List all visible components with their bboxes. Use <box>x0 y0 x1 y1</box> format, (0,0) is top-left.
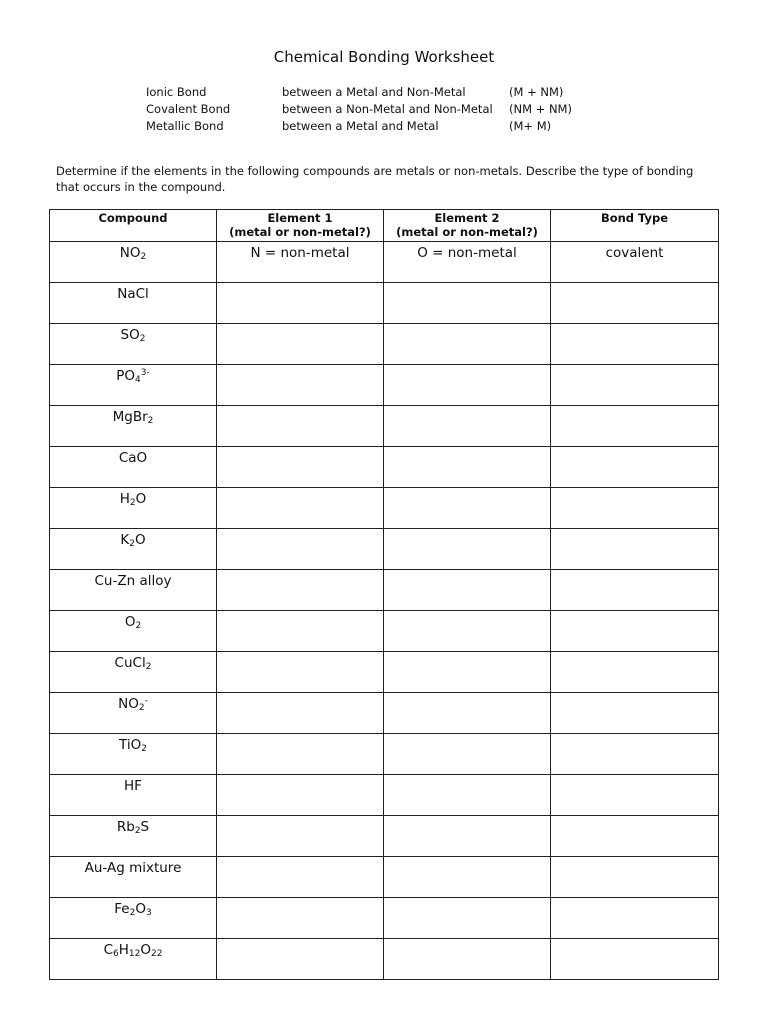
compound-formula-part: 2 <box>141 744 147 754</box>
element1-cell[interactable] <box>217 857 384 898</box>
element2-cell[interactable] <box>384 447 551 488</box>
compound-cell <box>50 406 217 447</box>
element2-cell[interactable] <box>384 529 551 570</box>
compound-formula-part: 2 <box>129 539 135 549</box>
compound-formula-part: - <box>144 696 148 706</box>
compound-formula-part: 3- <box>140 368 150 378</box>
table-row <box>50 529 719 570</box>
table-row <box>50 611 719 652</box>
compound-formula-part: Au-Ag mixture <box>84 860 182 876</box>
table-row <box>50 283 719 324</box>
compound-cell <box>50 529 217 570</box>
element2-cell[interactable] <box>384 693 551 734</box>
compound-formula-part: 2 <box>135 621 142 631</box>
compound-formula-part: MgBr <box>112 409 148 425</box>
definition-abbr: (M+ M) <box>509 119 552 133</box>
compound-formula-part: 2 <box>129 908 136 918</box>
definition-description: between a Metal and Non-Metal <box>282 85 466 99</box>
compound-formula-part: O <box>135 901 146 917</box>
table-body <box>50 242 719 980</box>
instructions: Determine if the elements in the following compounds are metals or non-metals. Describe the type of bonding that occurs in the compound. <box>56 164 694 194</box>
element2-cell[interactable] <box>384 570 551 611</box>
compound-formula-part: 2 <box>138 703 145 713</box>
bond-type-cell[interactable] <box>551 775 719 816</box>
element2-cell[interactable] <box>384 365 551 406</box>
definition-row <box>146 101 589 118</box>
bond-type-cell[interactable]: covalent <box>551 242 719 283</box>
compound-formula-part: S <box>140 819 150 835</box>
compound-formula-part: 2 <box>139 334 146 344</box>
table-row <box>50 447 719 488</box>
bond-type-cell[interactable] <box>551 898 719 939</box>
bond-type-cell[interactable] <box>551 939 719 980</box>
table-row <box>50 693 719 734</box>
page-title: Chemical Bonding Worksheet <box>273 48 495 66</box>
element1-cell[interactable] <box>217 611 384 652</box>
compound-formula-part: CuCl <box>114 655 146 671</box>
compound-formula-part: Fe <box>114 901 130 917</box>
element1-cell[interactable] <box>217 406 384 447</box>
compound-cell <box>50 283 217 324</box>
element2-cell[interactable]: O = non-metal <box>384 242 551 283</box>
table-row <box>50 939 719 980</box>
element2-cell[interactable] <box>384 406 551 447</box>
compound-cell <box>50 939 217 980</box>
bond-type-cell[interactable] <box>551 857 719 898</box>
element1-cell[interactable] <box>217 734 384 775</box>
compound-formula-part: Rb <box>116 819 135 835</box>
element1-cell[interactable] <box>217 324 384 365</box>
table-row <box>50 570 719 611</box>
compound-cell <box>50 488 217 529</box>
bond-type-cell[interactable] <box>551 529 719 570</box>
element1-cell[interactable]: N = non-metal <box>217 242 384 283</box>
compound-formula-part: 2 <box>147 416 154 426</box>
header-compound <box>50 210 217 242</box>
compound-cell <box>50 693 217 734</box>
compound-cell <box>50 734 217 775</box>
element1-cell[interactable] <box>217 529 384 570</box>
bond-type-cell[interactable] <box>551 488 719 529</box>
compound-formula-part: SO <box>120 327 140 343</box>
element2-cell[interactable] <box>384 734 551 775</box>
element2-cell[interactable] <box>384 611 551 652</box>
definition-name: Ionic Bond <box>146 85 207 99</box>
compound-cell <box>50 775 217 816</box>
table-row <box>50 816 719 857</box>
compound-cell <box>50 365 217 406</box>
compound-formula-part: 6 <box>113 949 119 959</box>
element2-cell[interactable] <box>384 324 551 365</box>
header-element2 <box>384 210 551 242</box>
element1-cell[interactable] <box>217 365 384 406</box>
compound-formula-part: O <box>124 614 136 630</box>
compound-formula-part: 2 <box>134 826 141 836</box>
table-row <box>50 734 719 775</box>
table-row <box>50 242 719 283</box>
definition-name: Metallic Bond <box>146 119 224 133</box>
definition-description: between a Non-Metal and Non-Metal <box>282 102 493 116</box>
compound-formula-part: 3 <box>145 908 152 918</box>
element2-cell[interactable] <box>384 816 551 857</box>
table-row <box>50 488 719 529</box>
compound-formula-part: 2 <box>145 662 152 672</box>
definition-row <box>146 84 589 101</box>
table-row <box>50 652 719 693</box>
compound-formula-part: O <box>135 491 147 507</box>
table-row <box>50 324 719 365</box>
bond-type-cell[interactable] <box>551 611 719 652</box>
element2-cell[interactable] <box>384 652 551 693</box>
bond-type-cell[interactable] <box>551 406 719 447</box>
definition-description: between a Metal and Metal <box>282 119 439 133</box>
element1-cell[interactable] <box>217 939 384 980</box>
bond-type-cell[interactable] <box>551 570 719 611</box>
bonding-table <box>49 209 719 980</box>
compound-cell <box>50 447 217 488</box>
compound-formula-part: PO <box>116 368 136 384</box>
table-row <box>50 898 719 939</box>
element1-cell[interactable] <box>217 816 384 857</box>
compound-cell <box>50 611 217 652</box>
compound-formula-part: 2 <box>140 252 147 262</box>
header-element2-sublabel: (metal or non-metal?) <box>396 225 538 239</box>
definition-abbr: (M + NM) <box>509 85 564 99</box>
bond-type-cell[interactable] <box>551 283 719 324</box>
compound-formula-part: K <box>120 532 130 548</box>
compound-cell <box>50 898 217 939</box>
compound-formula-part: C <box>103 942 113 958</box>
bond-type-cell[interactable] <box>551 365 719 406</box>
compound-cell <box>50 652 217 693</box>
element2-cell[interactable] <box>384 898 551 939</box>
element1-cell[interactable] <box>217 283 384 324</box>
compound-cell <box>50 242 217 283</box>
compound-formula-part: HF <box>124 778 142 794</box>
compound-formula-part: NaCl <box>117 286 149 302</box>
compound-formula-part: H <box>119 491 130 507</box>
bond-type-cell[interactable] <box>551 652 719 693</box>
bond-type-cell[interactable] <box>551 693 719 734</box>
element1-cell[interactable] <box>217 898 384 939</box>
compound-formula-part: 22 <box>150 949 163 959</box>
element2-cell[interactable] <box>384 857 551 898</box>
compound-formula-part: 2 <box>129 498 136 508</box>
header-bond-type <box>551 210 719 242</box>
table-row <box>50 857 719 898</box>
compound-formula-part: O <box>140 942 151 958</box>
compound-cell <box>50 570 217 611</box>
element1-cell[interactable] <box>217 693 384 734</box>
compound-cell <box>50 324 217 365</box>
table-row <box>50 406 719 447</box>
header-element1-sublabel: (metal or non-metal?) <box>229 225 371 239</box>
bond-type-cell[interactable] <box>551 734 719 775</box>
element2-cell[interactable] <box>384 775 551 816</box>
element1-cell[interactable] <box>217 488 384 529</box>
bond-definitions <box>146 84 589 135</box>
element1-cell[interactable] <box>217 570 384 611</box>
bond-type-cell[interactable] <box>551 447 719 488</box>
table-header-row <box>50 210 719 242</box>
definition-abbr: (NM + NM) <box>509 102 572 116</box>
element2-cell[interactable] <box>384 939 551 980</box>
header-element2-label: Element 2 <box>434 211 500 225</box>
compound-formula-part: O <box>134 532 146 548</box>
compound-cell <box>50 816 217 857</box>
element1-cell[interactable] <box>217 447 384 488</box>
bond-type-cell[interactable] <box>551 324 719 365</box>
element1-cell[interactable] <box>217 652 384 693</box>
header-element1 <box>217 210 384 242</box>
header-compound-label: Compound <box>98 211 168 225</box>
compound-formula-part: H <box>118 942 129 958</box>
compound-formula-part: TiO <box>119 737 142 753</box>
compound-formula-part: CaO <box>118 450 148 466</box>
compound-formula-part: 4 <box>135 375 141 385</box>
compound-formula-part: Cu-Zn alloy <box>94 573 172 589</box>
element2-cell[interactable] <box>384 283 551 324</box>
table-row <box>50 365 719 406</box>
compound-formula-part: NO <box>119 245 141 261</box>
definition-name: Covalent Bond <box>146 102 231 116</box>
table-row <box>50 775 719 816</box>
bond-type-cell[interactable] <box>551 816 719 857</box>
compound-cell <box>50 857 217 898</box>
header-bond-type-label: Bond Type <box>600 211 669 225</box>
compound-formula-part: 12 <box>128 949 141 959</box>
header-element1-label: Element 1 <box>267 211 333 225</box>
element1-cell[interactable] <box>217 775 384 816</box>
definition-row <box>146 118 589 135</box>
compound-formula-part: NO <box>118 696 139 712</box>
element2-cell[interactable] <box>384 488 551 529</box>
